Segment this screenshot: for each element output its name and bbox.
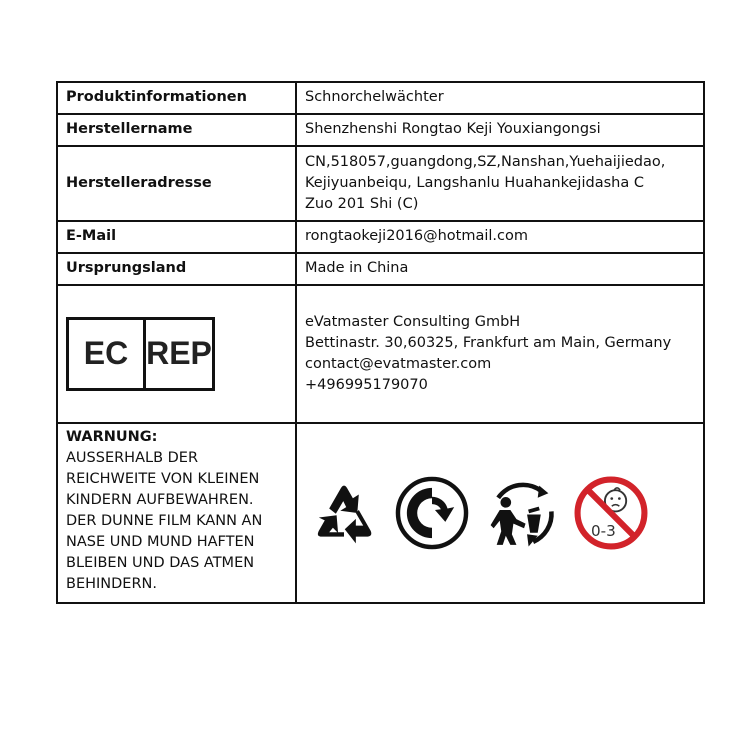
symbols-row — [305, 475, 695, 551]
warning-text — [66, 448, 287, 595]
warning-line: BEHINDERN. — [66, 576, 157, 592]
ec-rep-line: Bettinastr. 30,60325, Frankfurt am Main, Germany — [305, 334, 672, 351]
label-manufacturer: Herstellername — [57, 114, 296, 146]
warning-line: REICHWEITE VON KLEINEN — [66, 471, 260, 487]
warning-line: BLEIBEN UND DAS ATMEN — [66, 555, 255, 571]
symbols-cell — [296, 423, 704, 603]
tidyman-icon — [483, 475, 559, 551]
recycle-icon — [307, 476, 381, 550]
product-info-table — [56, 81, 705, 604]
warning-cell — [57, 423, 296, 603]
value-email: rongtaokeji2016@hotmail.com — [296, 221, 704, 253]
warning-title: WARNUNG: — [66, 429, 158, 445]
ec-rep-cell — [57, 285, 296, 423]
rep-text: REP — [146, 335, 212, 371]
address-line: Zuo 201 Shi (C) — [305, 195, 419, 212]
row-ec-rep — [57, 285, 704, 423]
warning-line: AUSSERHALB DER — [66, 450, 199, 466]
age-warning-text: 0-3 — [590, 521, 616, 540]
warning-line: DER DUNNE FILM KANN AN — [66, 513, 263, 529]
address-line: CN,518057,guangdong,SZ,Nanshan,Yuehaijiedao, — [305, 153, 666, 170]
ec-text: EC — [69, 320, 146, 388]
value-address — [296, 146, 704, 221]
label-origin: Ursprungsland — [57, 253, 296, 285]
age-warning-icon — [573, 475, 649, 551]
ec-rep-line: +496995179070 — [305, 376, 428, 393]
ec-rep-line: eVatmaster Consulting GmbH — [305, 313, 521, 330]
row-origin — [57, 253, 704, 285]
row-manufacturer — [57, 114, 704, 146]
value-origin: Made in China — [296, 253, 704, 285]
label-product: Produktinformationen — [57, 82, 296, 114]
address-line: Kejiyuanbeiqu, Langshanlu Huahankejidasha C — [305, 174, 644, 191]
row-email — [57, 221, 704, 253]
row-address — [57, 146, 704, 221]
row-warning — [57, 423, 704, 603]
value-product: Schnorchelwächter — [296, 82, 704, 114]
row-product — [57, 82, 704, 114]
label-email: E-Mail — [57, 221, 296, 253]
warning-line: KINDERN AUFBEWAHREN. — [66, 492, 254, 508]
label-address: Herstelleradresse — [57, 146, 296, 221]
value-ec-rep — [296, 285, 704, 423]
value-manufacturer: Shenzhenshi Rongtao Keji Youxiangongsi — [296, 114, 704, 146]
ec-rep-line: contact@evatmaster.com — [305, 355, 492, 372]
warning-line: NASE UND MUND HAFTEN — [66, 534, 255, 550]
green-dot-icon — [395, 476, 469, 550]
ec-rep-symbol — [66, 317, 215, 391]
